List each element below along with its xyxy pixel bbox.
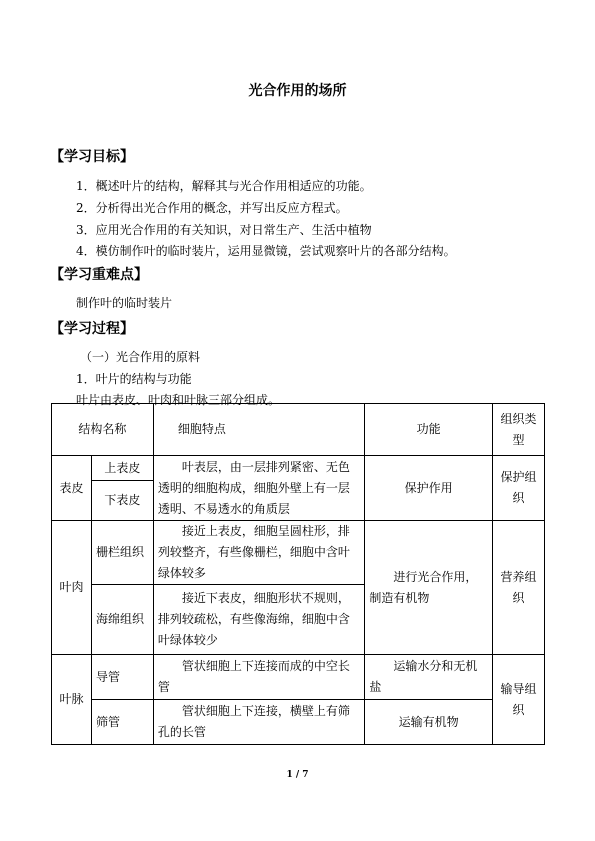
- goal-item-2: 2．分析得出光合作用的概念，并写出反应方程式。: [76, 201, 348, 215]
- header-cell-features: 细胞特点: [153, 404, 365, 456]
- key-points-heading: 【学习重难点】: [50, 267, 148, 283]
- upper-epidermis-label: 上表皮: [91, 456, 153, 481]
- vein-tissue: 输导组织: [493, 655, 545, 745]
- learning-process-heading: 【学习过程】: [50, 321, 134, 337]
- spongy-label: 海绵组织: [91, 585, 153, 655]
- palisade-label: 栅栏组织: [91, 521, 153, 585]
- section-title: （一）光合作用的原料: [80, 350, 201, 364]
- epidermis-features: 叶表层，由一层排列紧密、无色透明的细胞构成，细胞外壁上有一层透明、不易透水的角质层: [153, 456, 365, 521]
- header-structure: 结构名称: [52, 404, 154, 456]
- vessel-label: 导管: [91, 655, 153, 700]
- goal-item-3: 3．应用光合作用的有关知识，对日常生产、生活中植物: [76, 223, 372, 237]
- lower-epidermis-label: 下表皮: [91, 481, 153, 521]
- subsection-title: 1．叶片的结构与功能: [76, 372, 192, 386]
- sieve-label: 筛管: [91, 700, 153, 745]
- intro-text: 叶片由表皮、叶肉和叶脉三部分组成。: [76, 393, 281, 407]
- vessel-function: 运输水分和无机盐: [365, 655, 493, 700]
- goal-item-1: 1．概述叶片的结构，解释其与光合作用相适应的功能。: [76, 179, 372, 193]
- header-function: 功能: [365, 404, 493, 456]
- learning-goals-heading: 【学习目标】: [50, 149, 134, 165]
- table-row: [52, 521, 545, 585]
- spongy-features: 接近下表皮，细胞形状不规则，排列较疏松，有些像海绵，细胞中含叶绿体较少: [153, 585, 365, 655]
- leaf-structure-table: [51, 403, 545, 745]
- table-row: [52, 655, 545, 700]
- epidermis-function: 保护作用: [365, 456, 493, 521]
- mesophyll-function: 进行光合作用，制造有机物: [365, 521, 493, 655]
- epidermis-tissue: 保护组织: [493, 456, 545, 521]
- key-points-text: 制作叶的临时装片: [76, 296, 173, 310]
- page-title: 光合作用的场所: [248, 83, 347, 99]
- epidermis-label: 表皮: [52, 456, 92, 521]
- table-row: [52, 456, 545, 481]
- vessel-features: 管状细胞上下连接而成的中空长管: [153, 655, 365, 700]
- page-number: 1 / 7: [286, 770, 309, 780]
- goal-item-4: 4．模仿制作叶的临时装片，运用显微镜，尝试观察叶片的各部分结构。: [76, 244, 456, 258]
- sieve-features: 管状细胞上下连接，横壁上有筛孔的长管: [153, 700, 365, 745]
- mesophyll-label: 叶肉: [52, 521, 92, 655]
- palisade-features: 接近上表皮，细胞呈圆柱形，排列较整齐，有些像栅栏，细胞中含叶绿体较多: [153, 521, 365, 585]
- table-row: [52, 700, 545, 745]
- vein-label: 叶脉: [52, 655, 92, 745]
- mesophyll-tissue: 营养组织: [493, 521, 545, 655]
- header-tissue-type: 组织类型: [493, 404, 545, 456]
- sieve-function: 运输有机物: [365, 700, 493, 745]
- table-header-row: [52, 404, 545, 456]
